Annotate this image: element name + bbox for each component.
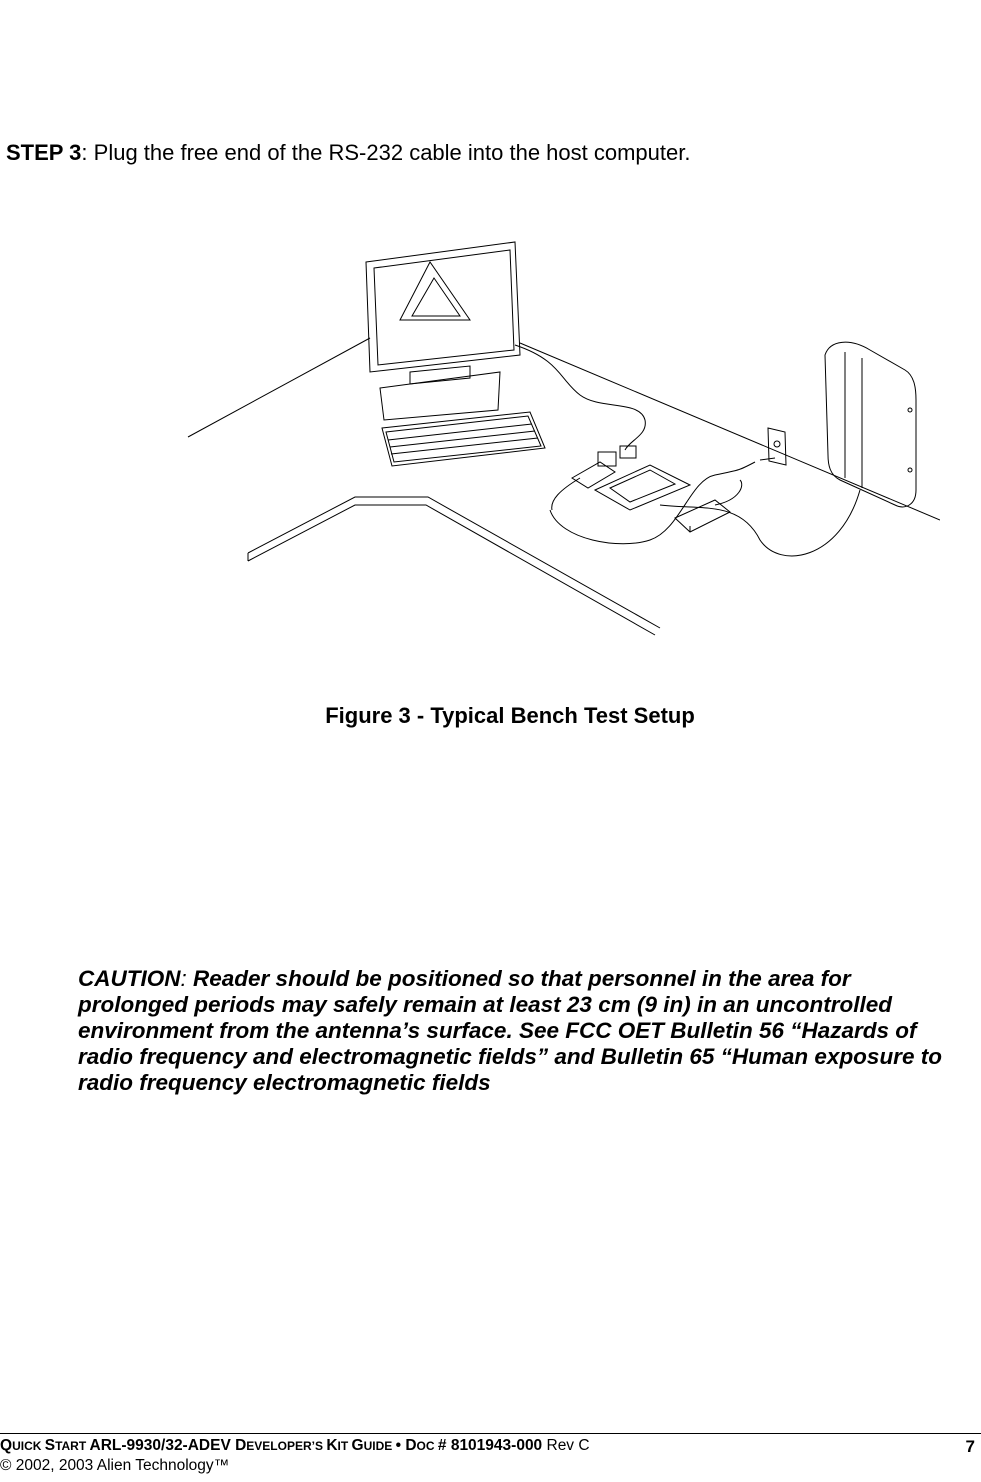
antenna-illustration	[825, 342, 916, 507]
power-supply	[675, 500, 730, 532]
footer-divider	[0, 1433, 981, 1434]
monitor-illustration	[366, 242, 520, 420]
footer-revision: Rev C	[542, 1437, 590, 1454]
figure-caption: Figure 3 - Typical Bench Test Setup	[325, 703, 695, 728]
reader-board	[572, 446, 690, 510]
caution-paragraph	[78, 966, 958, 1096]
bench-setup-figure	[180, 240, 940, 640]
cables	[515, 345, 860, 556]
footer-title-line	[0, 1437, 975, 1455]
caution-colon: :	[180, 966, 187, 991]
wall-outlet	[760, 428, 786, 465]
step-label: STEP 3	[6, 140, 82, 165]
footer-doc-title: QUICK START ARL-9930/32-ADEV DEVELOPER’S KIT GUIDE • DOC # 8101943-000	[0, 1437, 543, 1454]
caution-text: Reader should be positioned so that personnel in the area for prolonged periods may safely remain at least 23 cm (9 in) in an uncontrolled environment from the antenna’s surface. See FCC OET Bulletin 56 “Hazards of radio frequency and electromagnetic fields” and Bulletin 65 “Human exposure to radio frequency electromagnetic fields	[78, 966, 942, 1095]
footer-copyright: © 2002, 2003 Alien Technology™	[0, 1457, 230, 1474]
step-instruction	[6, 140, 690, 166]
bench-outline	[188, 338, 940, 635]
step-text: : Plug the free end of the RS-232 cable into the host computer.	[81, 140, 691, 165]
caution-label: CAUTION	[78, 966, 181, 991]
page-number: 7	[965, 1437, 975, 1456]
keyboard-illustration	[382, 412, 545, 466]
monitor-logo: ALIEN	[418, 337, 485, 359]
